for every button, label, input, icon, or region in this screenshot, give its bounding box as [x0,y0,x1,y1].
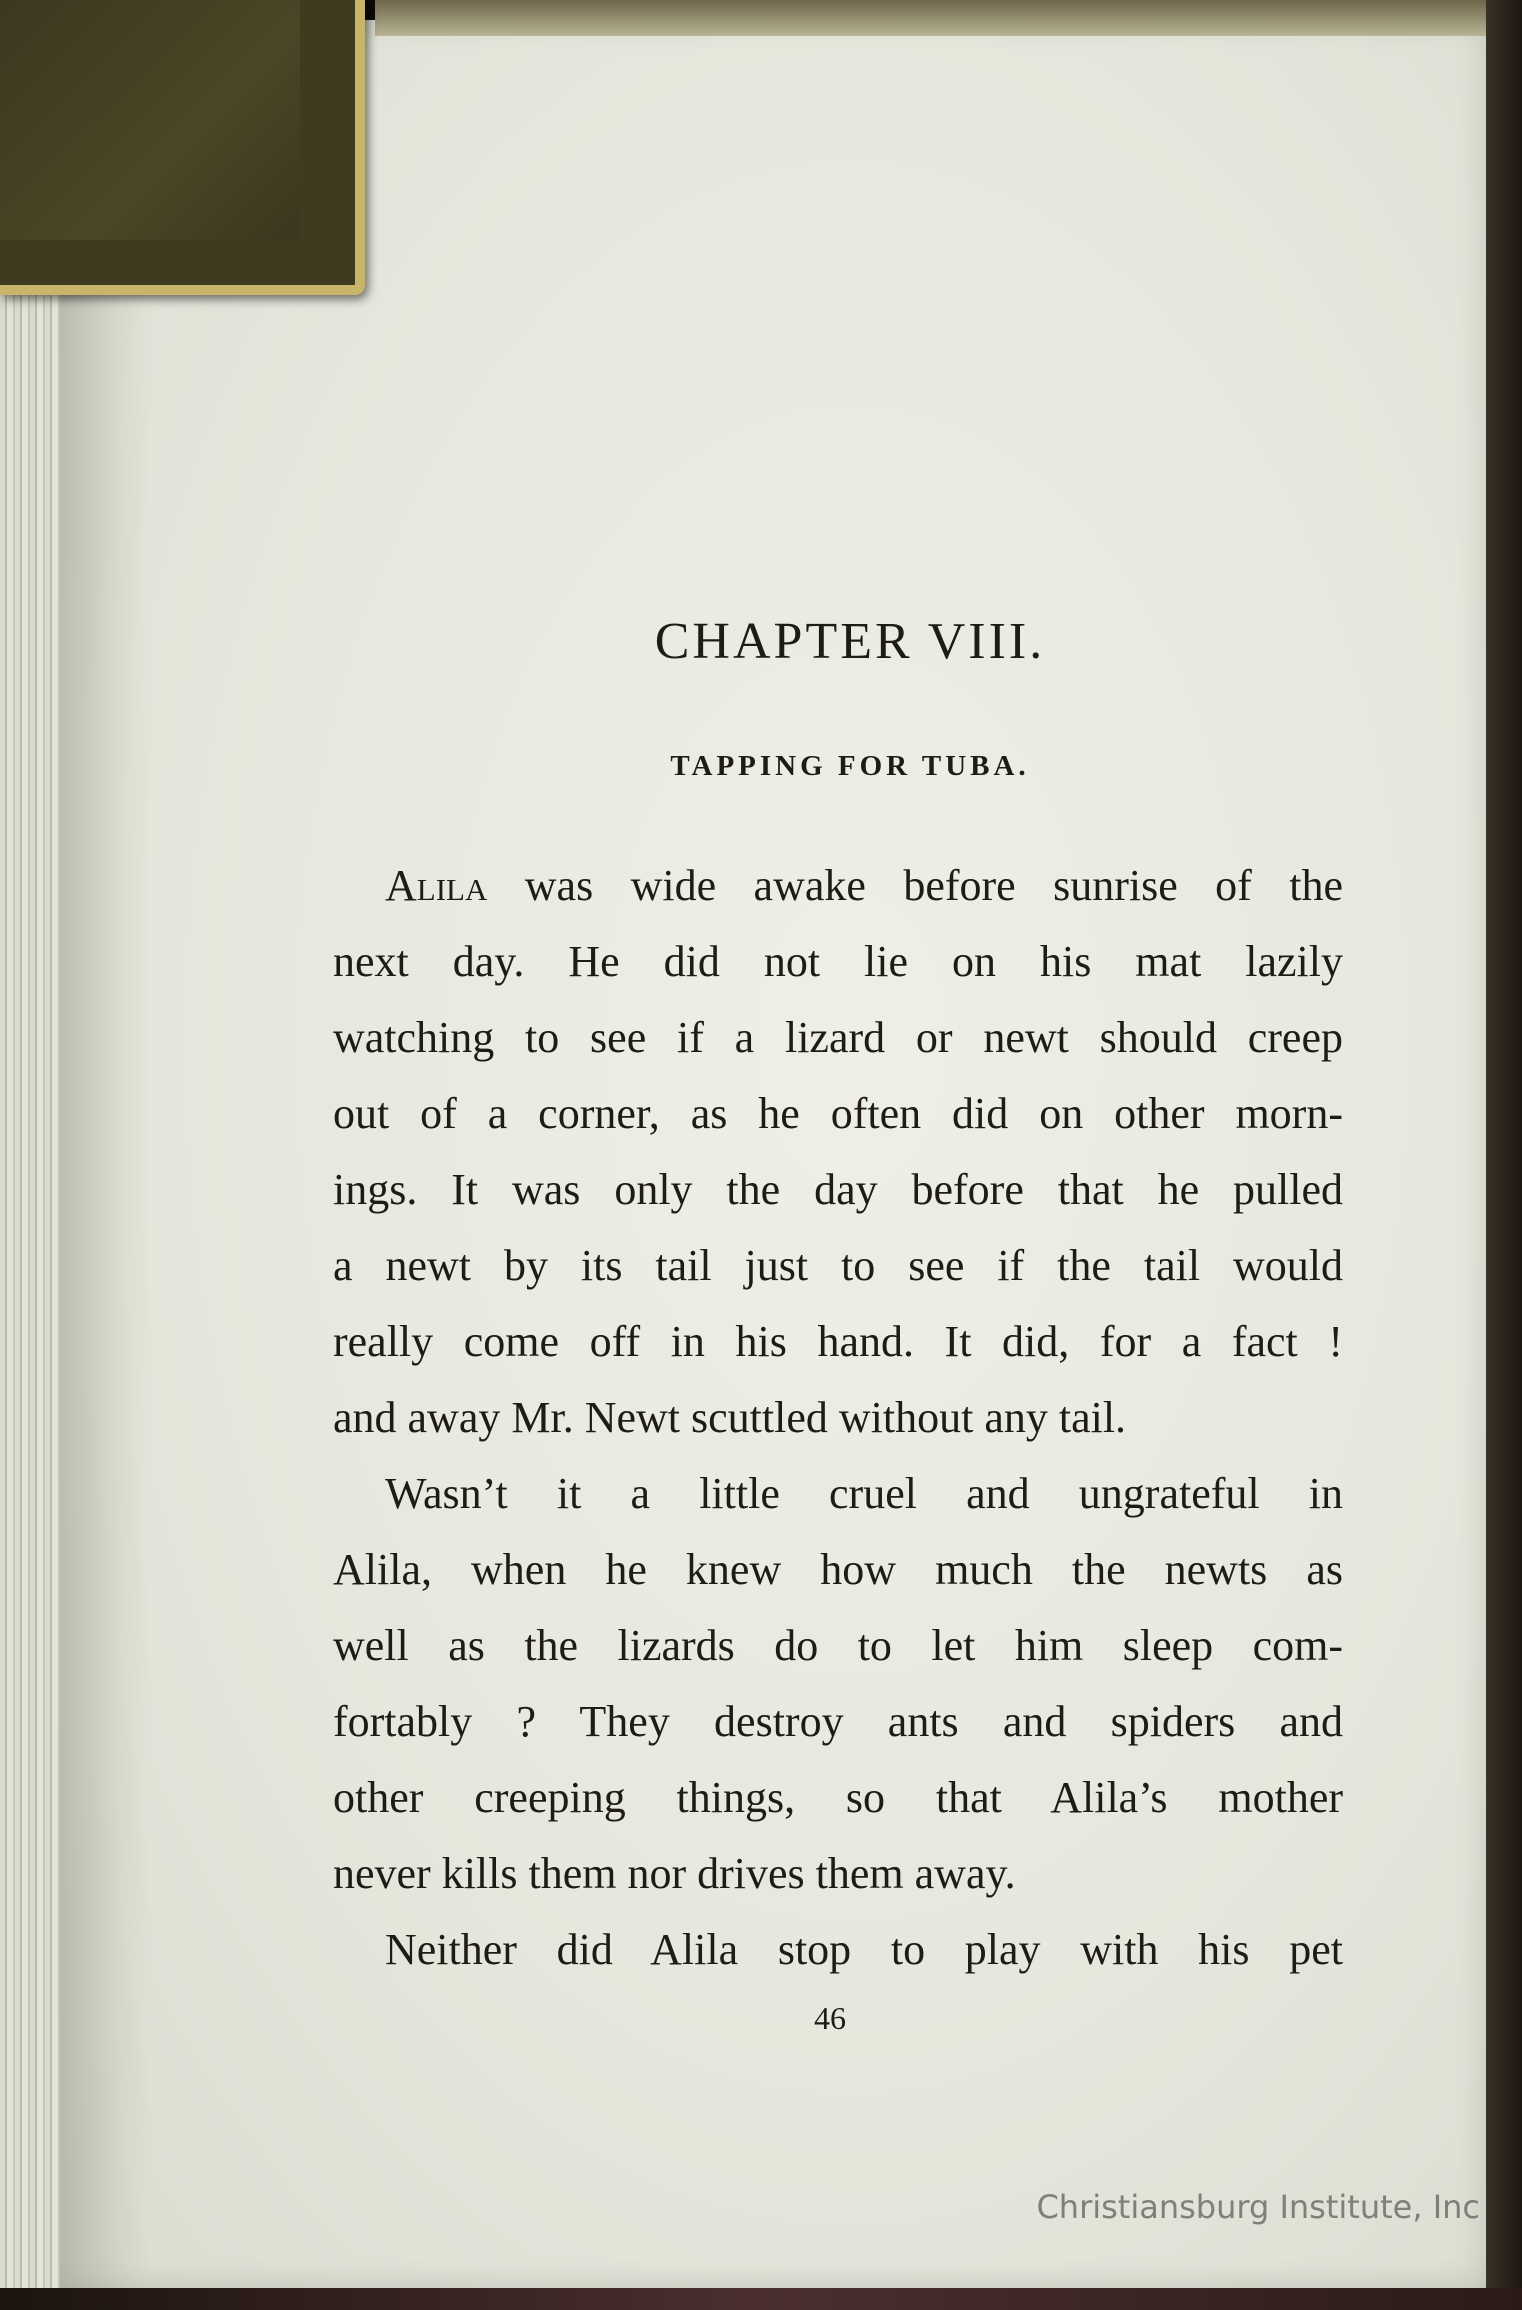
watermark: Christiansburg Institute, Inc [1036,2188,1480,2226]
text-line: next day. He did not lie on his mat lazily [333,937,1343,986]
lead-word: Alila [385,861,488,910]
text-line: watching to see if a lizard or newt should creep [333,1013,1343,1062]
page-number: 46 [814,2000,846,2036]
text-line: never kills them nor drives them away. [333,1849,1016,1898]
chapter-title: CHAPTER VIII. [654,613,1046,670]
text-line: and away Mr. Newt scuttled without any tail. [333,1393,1127,1442]
text-line: really come off in his hand. It did, for a fact ! [333,1317,1343,1366]
text-line: Alila, when he knew how much the newts as [333,1545,1343,1594]
text-line: Wasn’t it a little cruel and ungrateful in [385,1469,1343,1518]
text-line: well as the lizards do to let him sleep com- [333,1621,1343,1670]
text-line: fortably ? They destroy ants and spiders and [333,1697,1343,1746]
body-text [333,848,1343,1988]
text-line: ings. It was only the day before that he pulled [333,1165,1343,1214]
text-line: out of a corner, as he often did on other morn- [333,1089,1343,1138]
text-line [333,848,1343,924]
text-line: a newt by its tail just to see if the tail would [333,1241,1343,1290]
text-line: other creeping things, so that Alila’s mother [333,1773,1343,1822]
text-line: Neither did Alila stop to play with his pet [385,1925,1343,1974]
text-line-content: was wide awake before sunrise of the [487,861,1343,910]
chapter-subtitle: TAPPING FOR TUBA. [670,750,1030,782]
